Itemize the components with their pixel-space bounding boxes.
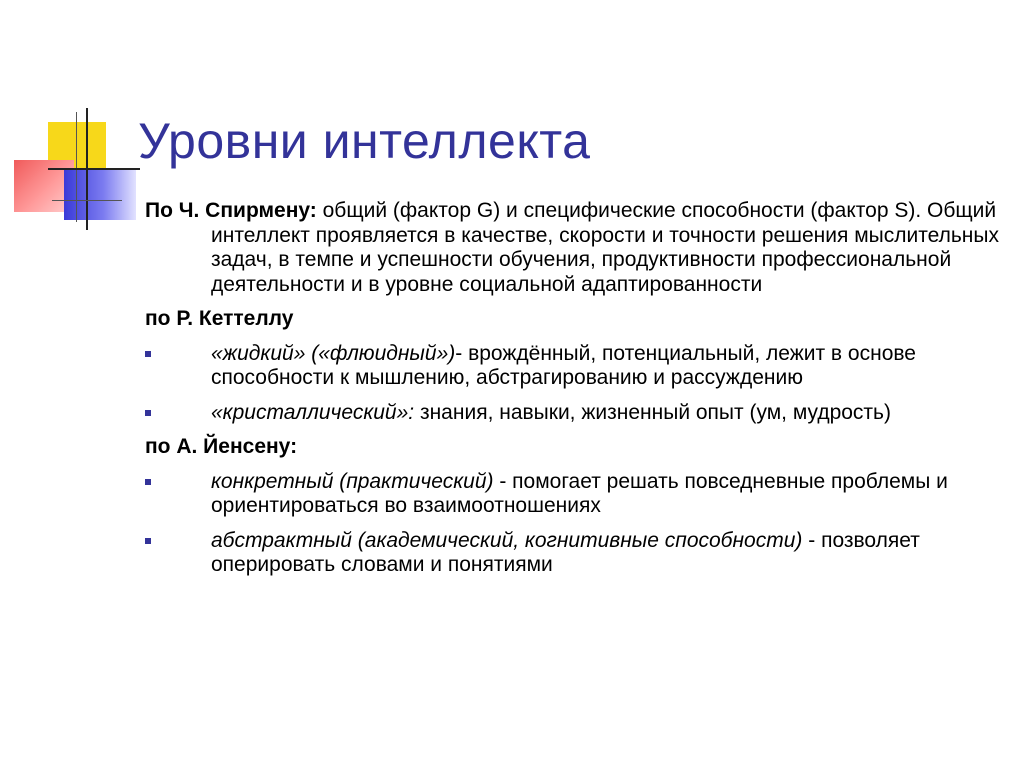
bullet-icon	[145, 538, 151, 544]
list-item	[145, 342, 1005, 391]
list-item	[145, 470, 1005, 519]
cattell-term-crystal: «кристаллический»:	[211, 400, 415, 424]
jensen-desc-abstract: - позволяет оперировать словами и понятиями	[211, 528, 920, 576]
bullet-icon	[145, 351, 151, 357]
bullet-icon	[145, 479, 151, 485]
slide-content	[145, 199, 1005, 588]
decor-horizontal-line	[48, 168, 140, 170]
decor-vertical-line-thin	[76, 112, 77, 222]
jensen-term-abstract: абстрактный (академический, когнитивные способности)	[211, 528, 803, 552]
jensen-term-concrete: конкретный (практический)	[211, 469, 494, 493]
decor-horizontal-line-thin	[52, 200, 122, 201]
jensen-desc-concrete: - помогает решать повседневные проблемы и ориентироваться во взаимоотношениях	[211, 469, 948, 517]
list-item	[145, 401, 1005, 426]
list-item	[145, 529, 1005, 578]
cattell-desc-fluid: - врождённый, потенциальный, лежит в основе способности к мышлению, абстрагированию и рассуждению	[211, 341, 916, 389]
cattell-term-fluid: «жидкий» («флюидный»)	[211, 341, 456, 365]
jensen-heading: по А. Йенсену:	[145, 435, 298, 458]
cattell-heading: по Р. Кеттеллу	[145, 307, 294, 330]
bullet-icon	[145, 410, 151, 416]
slide-title: Уровни интеллекта	[138, 113, 591, 169]
decor-blue-square	[64, 170, 136, 220]
spearman-label: По Ч. Спирмену:	[145, 199, 317, 222]
spearman-text: общий (фактор G) и специфические способности (фактор S). Общий интеллект проявляется в качестве, скорости и точности решения мыслительных задач, в темпе и успешности обучения, продуктивности профессиональной деятельности и в уровне социальной адаптированности	[211, 199, 999, 296]
cattell-desc-crystal: знания, навыки, жизненный опыт (ум, мудрость)	[414, 400, 891, 424]
spearman-paragraph	[145, 199, 1005, 297]
